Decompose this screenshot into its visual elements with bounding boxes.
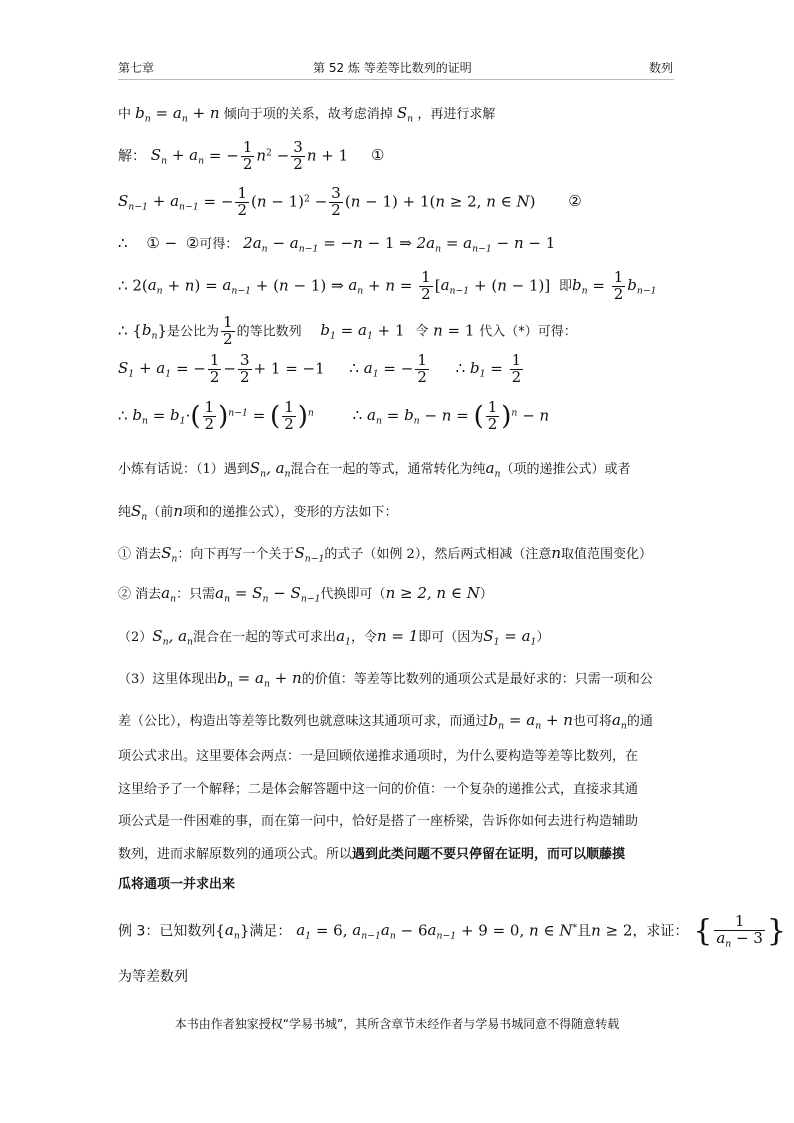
tips-para-2: $(2)S_n$, $a_n$混合在一起的等式可求出$a_1$，令n = 1即可（因为$S_1 = a_1$） xyxy=(118,627,550,648)
tips-line-2: 纯$S_n$（前n项和的递推公式），变形的方法如下： xyxy=(118,502,398,523)
tips-para-3-line-4: 这里给予了一个解释；二是体会解答题中这一问的价值：一个复杂的递推公式，直接求其通 xyxy=(118,782,639,797)
mark-2: ② xyxy=(568,192,582,211)
tips-para-3-line-1: （3）这里体现出$b_n = a_n + n$的价值：等差等比数列的通项公式是最好求的：只需一项和公 xyxy=(118,669,653,690)
formula-sn: $S_n$ xyxy=(396,104,414,125)
copyright-footer: 本书由作者独家授权“学易书城”，其所含章节未经作者与学易书城同意不得随意转载 xyxy=(174,1017,620,1031)
tips-para-3-line-2: 差（公比），构造出等差等比数列也就意味这其通项可求，而通过$b_n = a_n + n$也可将$a_n$的通 xyxy=(118,711,653,732)
header-divider xyxy=(118,79,674,80)
solution-eq5: ∴ $\{b_n\}$是公比为 $\frac{1}{2}$ 的等比数列 $b_1 = a_1 + 1$ 令 n = 1 代入（*）可得： xyxy=(118,313,577,348)
solution-eq1: 解： $S_n + a_n$ = − $\frac{1}{2}$ $n^2$ − $\frac{3}{2}$ n + 1 ① xyxy=(118,138,385,173)
tips-para-3-line-6: 数列，进而求解原数列的通项公式。所以遇到此类问题不要只停留在证明，而可以顺藤摸 xyxy=(118,847,626,862)
tips-para-3-line-3: 项公式求出。这里要体会两点：一是回顾依递推求通项时，为什么要构造等差等比数列，在 xyxy=(118,749,639,764)
mark-1: ① xyxy=(370,146,385,165)
tips-para-3-line-7: 瓜将通项一并求出来 xyxy=(118,877,236,892)
section-title: 第 52 炼 等差等比数列的证明 xyxy=(313,61,472,75)
solution-eq6: $S_1 + a_1$ = − $\frac{1}{2}$ − $\frac{3}{2}$ + 1 = −1 ∴ $a_1$ = − $\frac{1}{2}$ ∴ $b_1$ = $\frac{1}{2}$ xyxy=(118,351,522,386)
formula-bn: $b_n = a_n + n$ xyxy=(135,104,220,125)
tips-item-1: ① 消去$S_n$：向下再写一个关于$S_{n-1}$的式子（如例 2），然后两式相减（注意n取值范围变化） xyxy=(118,544,653,565)
tips-line-1: 小炼有话说：（1）遇到$S_n$, $a_n$混合在一起的等式，通常转化为纯$a_n$（项的递推公式）或者 xyxy=(118,459,631,480)
chapter-label: 第七章 xyxy=(118,61,155,75)
subject-label: 数列 xyxy=(649,61,674,75)
solution-label: 解： xyxy=(118,148,146,165)
intro-prefix: 中 xyxy=(118,107,132,122)
tips-item-2: ② 消去$a_n$：只需$a_n = S_n - S_{n-1}$代换即可（n ≥ 2, n ∈ N） xyxy=(118,584,493,605)
intro-line xyxy=(118,104,495,128)
example-3: 例 3：已知数列$\{a_n\}$满足： $a_1 = 6$, $a_{n-1}a_n - 6a_{n-1} + 9 = 0$, n ∈ N*且n ≥ 2，求证： { $\frac{1}{a_n - 3}$ } xyxy=(118,912,787,949)
solution-eq7: ∴ $b_n = b_1\cdot$( $\frac{1}{2}$ )$^{n-1}$ = ( $\frac{1}{2}$ )$^n$ ∴ $a_n = b_n - n$ = ( $\frac{1}{2}$ )$^n$ − n xyxy=(118,398,550,433)
tips-para-3-line-5: 项公式是一件困难的事，而在第一问中，恰好是搭了一座桥梁，告诉你如何去进行构造辅助 xyxy=(118,814,639,829)
intro-tail: ，再进行求解 xyxy=(417,107,496,122)
solution-eq3: ∴ ① − ②可得： $2a_n - a_{n-1} = -n - 1$ ⇒ $2a_n = a_{n-1} - n - 1$ xyxy=(118,234,556,255)
example-3-last-line: 为等差数列 xyxy=(118,969,188,985)
intro-suffix: 倾向于项的关系，故考虑消掉 xyxy=(223,107,393,122)
solution-eq4: ∴ $2(a_n + n) = a_{n-1} + (n - 1)$ ⇒ $a_n + n$ = $\frac{1}{2}$ $[a_{n-1} + (n - 1)]$ 即$b_n$ = $\frac{1}{2}$ $b_{n-1}$ xyxy=(118,268,657,303)
solution-eq2: $S_{n-1} + a_{n-1}$ = − $\frac{1}{2}$ $(n - 1)^2$ − $\frac{3}{2}$ (n − 1) + 1(n ≥ 2, n ∈ N) ② xyxy=(118,184,582,219)
